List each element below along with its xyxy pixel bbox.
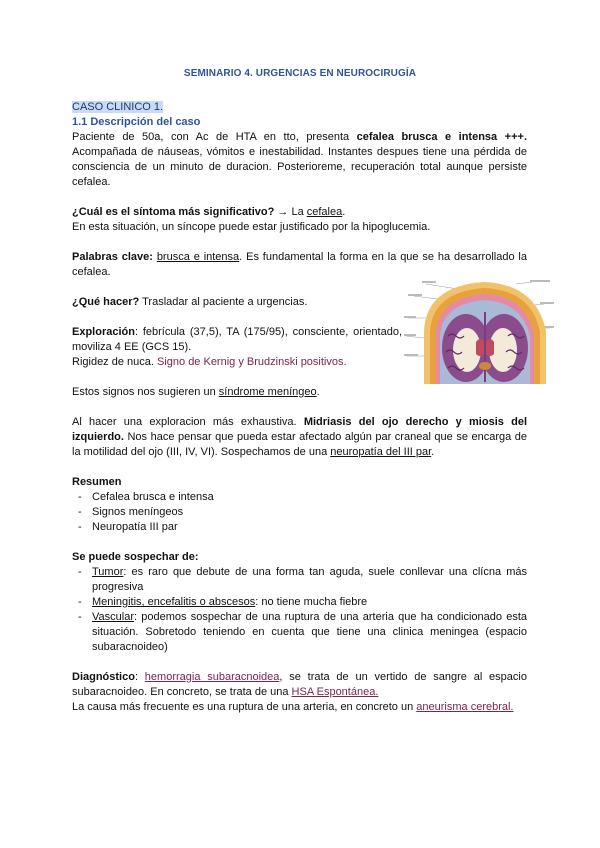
link-aneurisma[interactable]: aneurisma cerebral.	[416, 701, 514, 713]
explore-underline: neuropatía del III par	[330, 446, 432, 458]
case-heading: CASO CLINICO 1.	[72, 101, 164, 113]
intro-text: Paciente de 50a, con Ac de HTA en tto, presenta	[72, 131, 357, 143]
diagnosis-paragraph	[72, 670, 527, 700]
diagnosis-label: Diagnóstico	[72, 671, 135, 683]
section-heading: 1.1 Descripción del caso	[72, 116, 201, 128]
summary-item: - Cefalea brusca e intensa	[72, 490, 527, 505]
ventricle-left	[476, 339, 484, 356]
question-1-bold: ¿Cuál es el síntoma más significativo?	[72, 206, 275, 218]
explore-paragraph	[72, 415, 527, 460]
summary-list	[72, 490, 527, 535]
exam-nuca: Rigidez de nuca.	[72, 356, 157, 368]
suspect-heading: Se puede sospechar de:	[72, 551, 199, 563]
thalamus	[479, 362, 491, 370]
suspect-item-text: : no tiene mucha fiebre	[255, 596, 368, 608]
exam-label: Exploración	[72, 326, 135, 338]
keywords-underline: brusca e intensa	[156, 251, 240, 263]
suspect-item-label: Tumor	[92, 566, 124, 578]
diagnosis-colon: :	[134, 671, 145, 683]
suspect-item	[72, 565, 527, 595]
signs-underline: síndrome meníngeo	[218, 386, 317, 398]
suspect-item-label: Vascular	[92, 611, 134, 623]
suspect-item-label: Meningitis, encefalitis o abscesos	[92, 596, 256, 608]
intro-text-rest: Acompañada de náuseas, vómitos e inestabilidad. Instantes despues tiene una pérdida de consciencia de un minuto de duracion. Posterioreme, recuperación total aunque persiste cefalea.	[72, 146, 527, 188]
question-1	[72, 205, 527, 220]
ventricle-right	[486, 339, 494, 356]
brain-section-illustration	[404, 276, 554, 386]
question-1-note: En esta situación, un síncope puede estar justificado por la hipoglucemia.	[72, 221, 431, 233]
suspect-item	[72, 595, 527, 610]
midline	[484, 312, 486, 382]
diagnosis-text: , se trata de un vertido de sangre al espacio subaracnoideo. En concreto, se trata de una	[72, 671, 527, 698]
exam-text: : febrícula (37,5), TA (175/95), consciente, orientado, moviliza 4 EE (GCS 15).	[72, 326, 402, 353]
keywords-label: Palabras clave:	[72, 251, 153, 263]
question-2-text: Trasladar al paciente a urgencias.	[139, 296, 308, 308]
signs-text: Estos signos nos sugieren un	[72, 386, 219, 398]
question-1-end: .	[342, 206, 346, 218]
page-title: SEMINARIO 4. URGENCIAS EN NEUROCIRUGÍA	[183, 68, 417, 79]
intro-bold: cefalea brusca e intensa +++.	[356, 131, 528, 143]
explore-end: .	[431, 446, 435, 458]
signs-end: .	[316, 386, 320, 398]
exam-paragraph	[72, 325, 402, 355]
exam-kernig: Signo de Kernig y Brudzinski positivos.	[157, 356, 347, 368]
explore-bold: Midriasis del ojo derecho y miosis del izquierdo.	[72, 416, 528, 443]
suspect-item	[72, 610, 527, 655]
signs-paragraph	[72, 385, 527, 400]
suspect-item-text: : podemos sospechar de una ruptura de una arteria que ha condicionado esta situación. Sobretodo teniendo en cuenta que tiene una clinica meningea (espacio subaracnoideo)	[92, 611, 527, 653]
suspect-item-text: : es raro que debute de una forma tan aguda, suele conllevar una clícna más progresiva	[92, 566, 527, 593]
question-1-answer: cefalea	[306, 206, 343, 218]
keywords-text: . Es fundamental la forma en la que se ha desarrollado la cefalea.	[72, 251, 527, 278]
document-body	[72, 100, 527, 715]
question-1-arrow: → La	[274, 206, 307, 218]
summary-item: - Neuropatía III par	[72, 520, 527, 535]
explore-text: Al hacer una exploracion más exhaustiva.	[72, 416, 304, 428]
summary-item: - Signos meníngeos	[72, 505, 527, 520]
diagnosis-cause: La causa más frecuente es una ruptura de una arteria, en concreto un	[72, 701, 417, 713]
intro-paragraph	[72, 130, 527, 190]
link-hemorragia[interactable]: hemorragia subaracnoidea	[144, 671, 280, 683]
diagnosis-line-2	[72, 700, 527, 715]
question-2-bold: ¿Qué hacer?	[72, 296, 140, 308]
link-hsa[interactable]: HSA Espontánea.	[291, 686, 379, 698]
explore-text-rest: Nos hace pensar que pueda estar afectado algún par craneal que se encarga de la motilidad del ojo (III, IV, VI). Sospechamos de una	[72, 431, 527, 458]
suspect-list	[72, 565, 527, 655]
summary-heading: Resumen	[72, 476, 122, 488]
